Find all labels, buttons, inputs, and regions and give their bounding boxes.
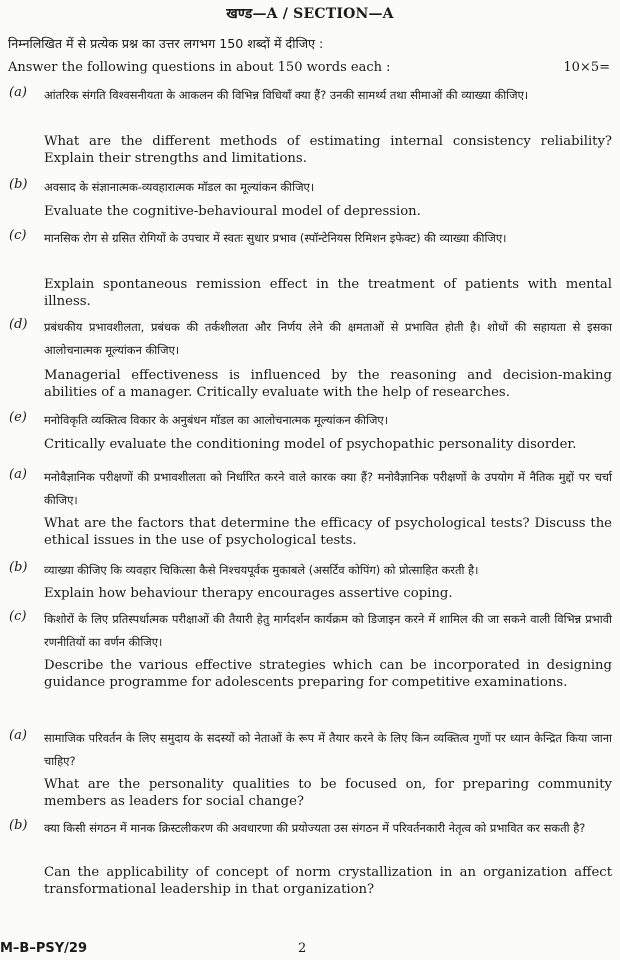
question-english: Explain how behaviour therapy encourages assertive coping. [44, 586, 453, 601]
question-label: (a) [9, 467, 27, 482]
instructions-english [8, 60, 612, 76]
question-hindi: मनोविकृति व्यक्तित्व विकार के अनुबंधन मॉडल का आलोचनात्मक मूल्यांकन कीजिए। [44, 413, 389, 427]
question-hindi: मानसिक रोग से ग्रसित रोगियों के उपचार में स्वतः सुधार प्रभाव (स्पॉन्टेनियस रिमिशन इफेक्ट) की व्याख्या कीजिए। [44, 231, 507, 245]
question-english: Explain spontaneous remission effect in the treatment of patients with mental illness. [44, 277, 612, 309]
question-label: (b) [9, 818, 28, 833]
question-hindi: सामाजिक परिवर्तन के लिए समुदाय के सदस्यों को नेताओं के रूप में तैयार करने के लिए किन व्यक्तित्व गुणों पर ध्यान केन्द्रित किया जाना चाहिए? [44, 731, 612, 768]
question-label: (b) [9, 177, 28, 192]
question-english: What are the personality qualities to be focused on, for preparing community members as leaders for social change? [44, 777, 612, 809]
question-english: Managerial effectiveness is influenced by the reasoning and decision-making abilities of a manager. Critically evaluate with the help of researches. [44, 368, 612, 400]
question-hindi: किशोरों के लिए प्रतिस्पर्धात्मक परीक्षाओं की तैयारी हेतु मार्गदर्शन कार्यक्रम को डिजाइन करने में शामिल की जा सकने वाली विभिन्न प्रभावी रणनीतियों का वर्णन कीजिए। [44, 612, 612, 649]
question-label: (a) [9, 85, 27, 100]
question-label: (c) [9, 228, 27, 243]
question-english: What are the factors that determine the efficacy of psychological tests? Discuss the ethical issues in the use of psychological tests. [44, 516, 612, 548]
question-label: (a) [9, 728, 27, 743]
instructions-english-text: Answer the following questions in about 150 words each : [8, 60, 391, 75]
question-hindi: क्या किसी संगठन में मानक क्रिस्टलीकरण की अवधारणा की प्रयोज्यता उस संगठन में परिवर्तनकारी नेतृत्व को प्रभावित कर सकती है? [44, 821, 586, 835]
question-hindi: प्रबंधकीय प्रभावशीलता, प्रबंधक की तर्कशीलता और निर्णय लेने की क्षमताओं से प्रभावित होती है। शोधों की सहायता से इसका आलोचनात्मक मूल्यांकन कीजिए। [44, 320, 612, 357]
question-label: (c) [9, 609, 27, 624]
section-header: खण्ड—A / SECTION—A [226, 6, 394, 22]
question-english: Critically evaluate the conditioning model of psychopathic personality disorder. [44, 437, 577, 452]
question-english: Evaluate the cognitive-behavioural model of depression. [44, 204, 421, 219]
question-hindi: व्याख्या कीजिए कि व्यवहार चिकित्सा कैसे निश्चयपूर्वक मुकाबले (असर्टिव कोपिंग) को प्रोत्साहित करती है। [44, 563, 479, 577]
question-label: (d) [9, 317, 28, 332]
question-english: What are the different methods of estimating internal consistency reliability? Explain their strengths and limitations. [44, 134, 612, 166]
instructions-hindi: निम्नलिखित में से प्रत्येक प्रश्न का उत्तर लगभग 150 शब्दों में दीजिए : [8, 36, 324, 51]
question-english: Describe the various effective strategies which can be incorporated in designing guidance programme for adolescents preparing for competitive examinations. [44, 658, 612, 690]
question-label: (b) [9, 560, 28, 575]
question-english: Can the applicability of concept of norm crystallization in an organization affect transformational leadership in that organization? [44, 865, 612, 897]
question-hindi: अवसाद के संज्ञानात्मक-व्यवहारात्मक मॉडल का मूल्यांकन कीजिए। [44, 180, 315, 194]
question-hindi: मनोवैज्ञानिक परीक्षणों की प्रभावशीलता को निर्धारित करने वाले कारक क्या हैं? मनोवैज्ञानिक परीक्षणों के उपयोग में नैतिक मुद्दों पर चर्चा कीजिए। [44, 470, 612, 507]
paper-code: M–B–PSY/29 [0, 941, 87, 956]
question-label: (e) [9, 410, 27, 425]
question-hindi: आंतरिक संगति विश्वसनीयता के आकलन की विभिन्न विधियाँ क्या हैं? उनकी सामर्थ्य तथा सीमाओं की व्याख्या कीजिए। [44, 88, 529, 102]
page-number: 2 [298, 941, 307, 956]
marks-allocation: 10×5= [563, 60, 610, 75]
